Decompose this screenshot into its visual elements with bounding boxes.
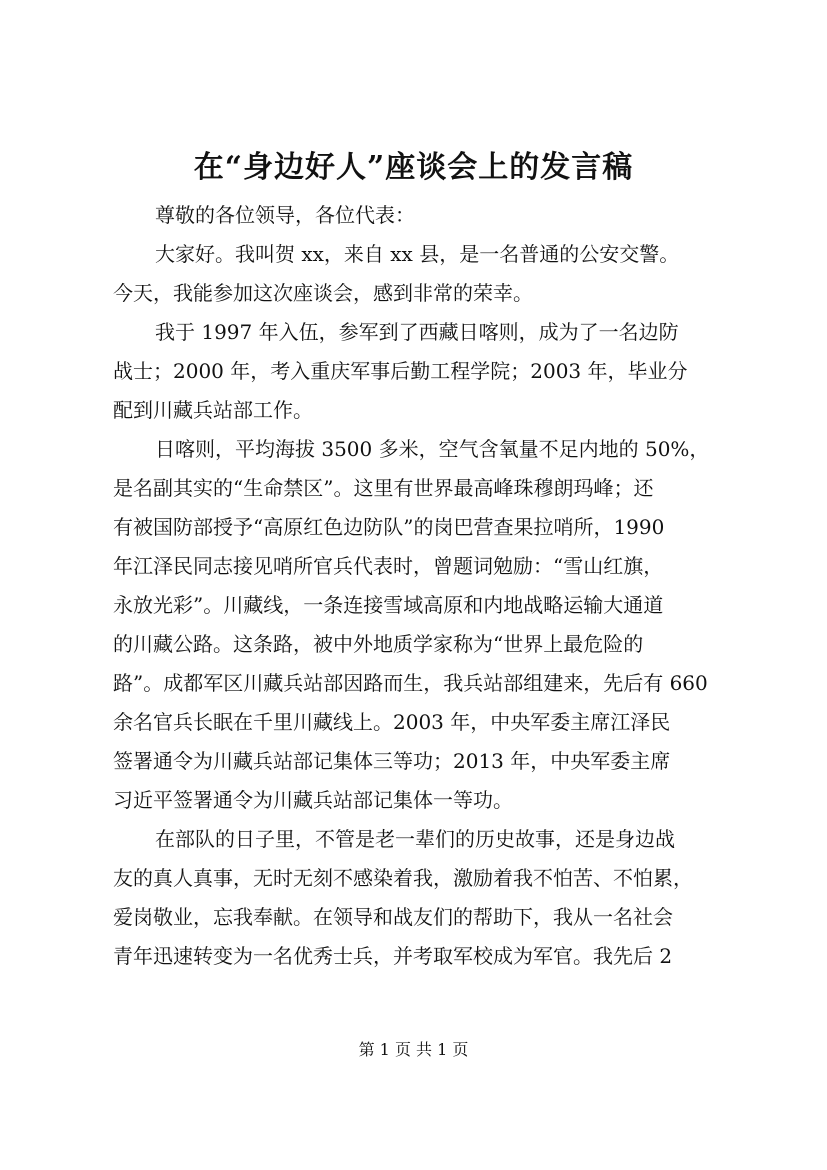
paragraph-line: 的川藏公路。这条路，被中外地质学家称为“世界上最危险的	[113, 632, 644, 656]
paragraph-line: 日喀则，平均海拔 3500 多米，空气含氧量不足内地的 50%，	[155, 437, 710, 461]
paragraph-line: 青年迅速转变为一名优秀士兵，并考取军校成为军官。我先后 2	[113, 944, 673, 968]
document-title: 在“身边好人”座谈会上的发言稿	[193, 150, 634, 185]
paragraph-line: 今天，我能参加这次座谈会，感到非常的荣幸。	[113, 281, 533, 305]
paragraph-line: 有被国防部授予“高原红色边防队”的岗巴营查果拉哨所，1990	[113, 515, 665, 539]
paragraph-line: 年江泽民同志接见哨所官兵代表时，曾题词勉励：“雪山红旗，	[113, 554, 664, 578]
document-body	[113, 196, 747, 976]
paragraph-line: 永放光彩”。川藏线，一条连接雪域高原和内地战略运输大通道	[113, 593, 664, 617]
paragraph-line: 是名副其实的“生命禁区”。这里有世界最高峰珠穆朗玛峰；还	[113, 476, 654, 500]
paragraph-line: 余名官兵长眠在千里川藏线上。2003 年，中央军委主席江泽民	[113, 710, 671, 734]
paragraph-line: 爱岗敬业，忘我奉献。在领导和战友们的帮助下，我从一名社会	[113, 905, 673, 929]
paragraph-line: 在部队的日子里，不管是老一辈们的历史故事，还是身边战	[155, 827, 675, 851]
paragraph-line: 大家好。我叫贺 xx，来自 xx 县，是一名普通的公安交警。	[155, 242, 680, 266]
paragraph-line: 签署通令为川藏兵站部记集体三等功；2013 年，中央军委主席	[113, 749, 671, 773]
paragraph-line: 路”。成都军区川藏兵站部因路而生，我兵站部组建来，先后有 660	[113, 671, 708, 695]
paragraph-line: 尊敬的各位领导，各位代表：	[155, 203, 415, 227]
paragraph-line: 配到川藏兵站部工作。	[113, 398, 313, 422]
paragraph-line: 我于 1997 年入伍，参军到了西藏日喀则，成为了一名边防	[155, 320, 679, 344]
paragraph-line: 友的真人真事，无时无刻不感染着我，激励着我不怕苦、不怕累，	[113, 866, 693, 890]
page-number-footer: 第 1 页 共 1 页	[358, 1040, 469, 1059]
paragraph-line: 习近平签署通令为川藏兵站部记集体一等功。	[113, 788, 513, 812]
paragraph-line: 战士；2000 年，考入重庆军事后勤工程学院；2003 年，毕业分	[113, 359, 688, 383]
